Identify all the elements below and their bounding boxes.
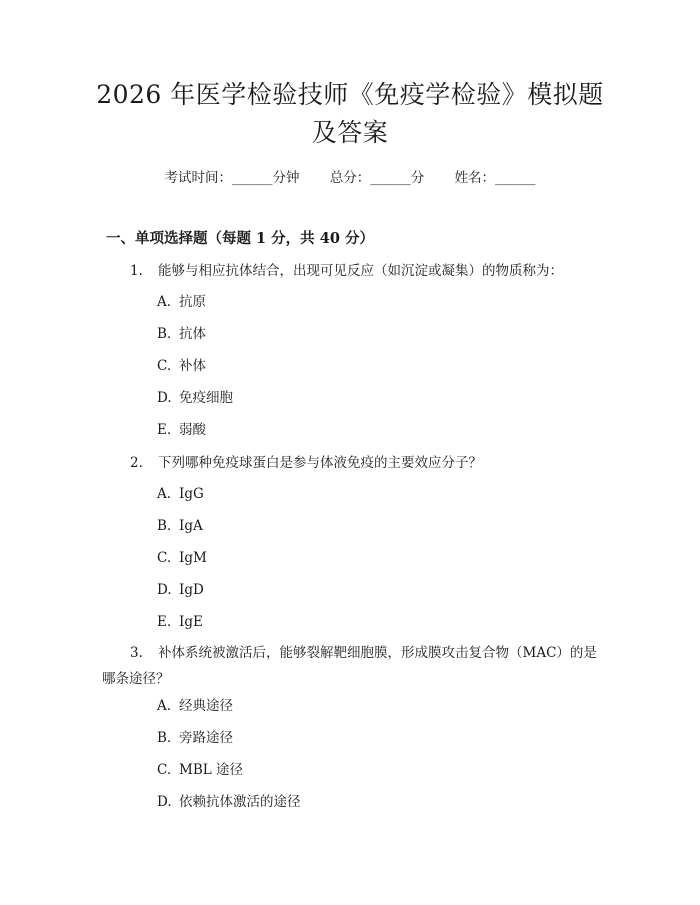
- option-text: 经典途径: [179, 698, 233, 714]
- question-3: [102, 640, 602, 692]
- option-letter: A.: [157, 486, 172, 502]
- question-number: 1.: [130, 263, 143, 279]
- option-text: MBL 途径: [179, 762, 243, 778]
- option-1b: [157, 324, 206, 344]
- option-letter: D.: [157, 794, 172, 810]
- exam-time-field: 考试时间：______分钟: [164, 170, 300, 186]
- question-1: [130, 258, 600, 284]
- option-1e: [157, 420, 206, 440]
- option-text: IgD: [179, 582, 204, 598]
- option-letter: D.: [157, 390, 172, 406]
- option-text: 免疫细胞: [179, 390, 233, 406]
- question-text: 补体系统被激活后，能够裂解靶细胞膜，形成膜攻击复合物（MAC）的是哪条途径？: [102, 645, 597, 687]
- option-letter: E.: [157, 614, 172, 630]
- option-2c: [157, 548, 207, 568]
- question-text: 下列哪种免疫球蛋白是参与体液免疫的主要效应分子？: [158, 455, 482, 471]
- option-text: 抗原: [179, 294, 206, 310]
- option-1a: [157, 292, 206, 312]
- section-title: 一、单项选择题（每题 1 分，共 40 分）: [106, 230, 374, 247]
- option-letter: B.: [157, 730, 172, 746]
- option-text: 弱酸: [179, 422, 206, 438]
- option-1c: [157, 356, 206, 376]
- option-letter: A.: [157, 294, 172, 310]
- option-letter: B.: [157, 518, 172, 534]
- option-3d: [157, 792, 301, 812]
- option-letter: C.: [157, 762, 172, 778]
- option-2a: [157, 484, 204, 504]
- option-letter: B.: [157, 326, 172, 342]
- name-field: 姓名：______: [454, 170, 536, 186]
- option-3b: [157, 728, 233, 748]
- total-score-field: 总分：______分: [329, 170, 425, 186]
- option-text: IgG: [179, 486, 204, 502]
- option-1d: [157, 388, 233, 408]
- option-3a: [157, 696, 233, 716]
- option-2d: [157, 580, 204, 600]
- question-number: 2.: [130, 455, 143, 471]
- option-text: 旁路途径: [179, 730, 233, 746]
- option-letter: A.: [157, 698, 172, 714]
- option-letter: D.: [157, 582, 172, 598]
- question-text: 能够与相应抗体结合，出现可见反应（如沉淀或凝集）的物质称为：: [158, 263, 563, 279]
- exam-info-line: [0, 168, 700, 188]
- option-text: 补体: [179, 358, 206, 374]
- option-2e: [157, 612, 203, 632]
- option-text: IgA: [179, 518, 203, 534]
- option-3c: [157, 760, 243, 780]
- question-2: [130, 450, 600, 476]
- document-title: 2026 年医学检验技师《免疫学检验》模拟题及答案: [96, 80, 604, 147]
- option-text: 依赖抗体激活的途径: [179, 794, 301, 810]
- option-text: IgM: [179, 550, 207, 566]
- option-2b: [157, 516, 203, 536]
- option-letter: C.: [157, 358, 172, 374]
- option-text: IgE: [179, 614, 203, 630]
- option-letter: C.: [157, 550, 172, 566]
- option-letter: E.: [157, 422, 172, 438]
- option-text: 抗体: [179, 326, 206, 342]
- question-number: 3.: [130, 645, 143, 661]
